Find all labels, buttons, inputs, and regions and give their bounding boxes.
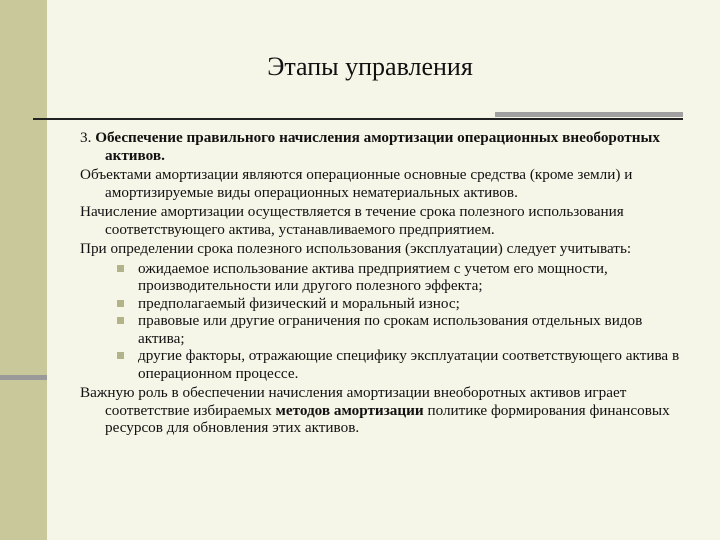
conclusion-bold-term: методов амортизации [275, 401, 424, 419]
list-item-text: ожидаемое использование актива предприятием с учетом его мощности, производительности или другого полезного эффекта; [138, 259, 608, 294]
list-item-text: предполагаемый физический и моральный износ; [138, 294, 460, 312]
paragraph-criteria: При определении срока полезного использования (эксплуатации) следует учитывать: [80, 240, 632, 257]
left-bar-accent-stripe [0, 375, 47, 380]
slide-content [80, 129, 680, 439]
square-bullet-icon [117, 300, 124, 307]
paragraph-objects: Объектами амортизации являются операционные основные средства (кроме земли) и амортизируемые виды операционных нематериальных активов. [80, 166, 633, 201]
heading-text: Обеспечение правильного начисления амортизации операционных внеоборотных активов. [95, 129, 660, 164]
section-heading [80, 129, 680, 164]
square-bullet-icon [117, 265, 124, 272]
list-item [80, 295, 680, 313]
list-item [80, 260, 680, 295]
criteria-list [80, 260, 680, 383]
list-item-text: другие факторы, отражающие специфику эксплуатации соответствующего актива в операционном процессе. [138, 347, 680, 382]
title-rule [33, 118, 683, 120]
square-bullet-icon [117, 352, 124, 359]
list-item-text: правовые или другие ограничения по срокам использования отдельных видов актива; [138, 312, 643, 347]
conclusion-text-start: Важную роль в обеспечении начисления амортизации внеоборотных активов играет соответствие избираемых [80, 384, 627, 419]
left-decorative-bar [0, 0, 47, 540]
list-item [80, 347, 680, 382]
conclusion-text-end: политике формирования финансовых ресурсов для обновления этих активов. [105, 401, 670, 436]
slide-title: Этапы управления [267, 52, 473, 81]
list-item [80, 312, 680, 347]
title-rule-accent [495, 112, 683, 117]
paragraph-period: Начисление амортизации осуществляется в течение срока полезного использования соответствующего актива, устанавливаемого предприятием. [80, 203, 624, 238]
paragraph-conclusion [80, 384, 680, 437]
heading-number: 3. [80, 129, 96, 146]
square-bullet-icon [117, 317, 124, 324]
